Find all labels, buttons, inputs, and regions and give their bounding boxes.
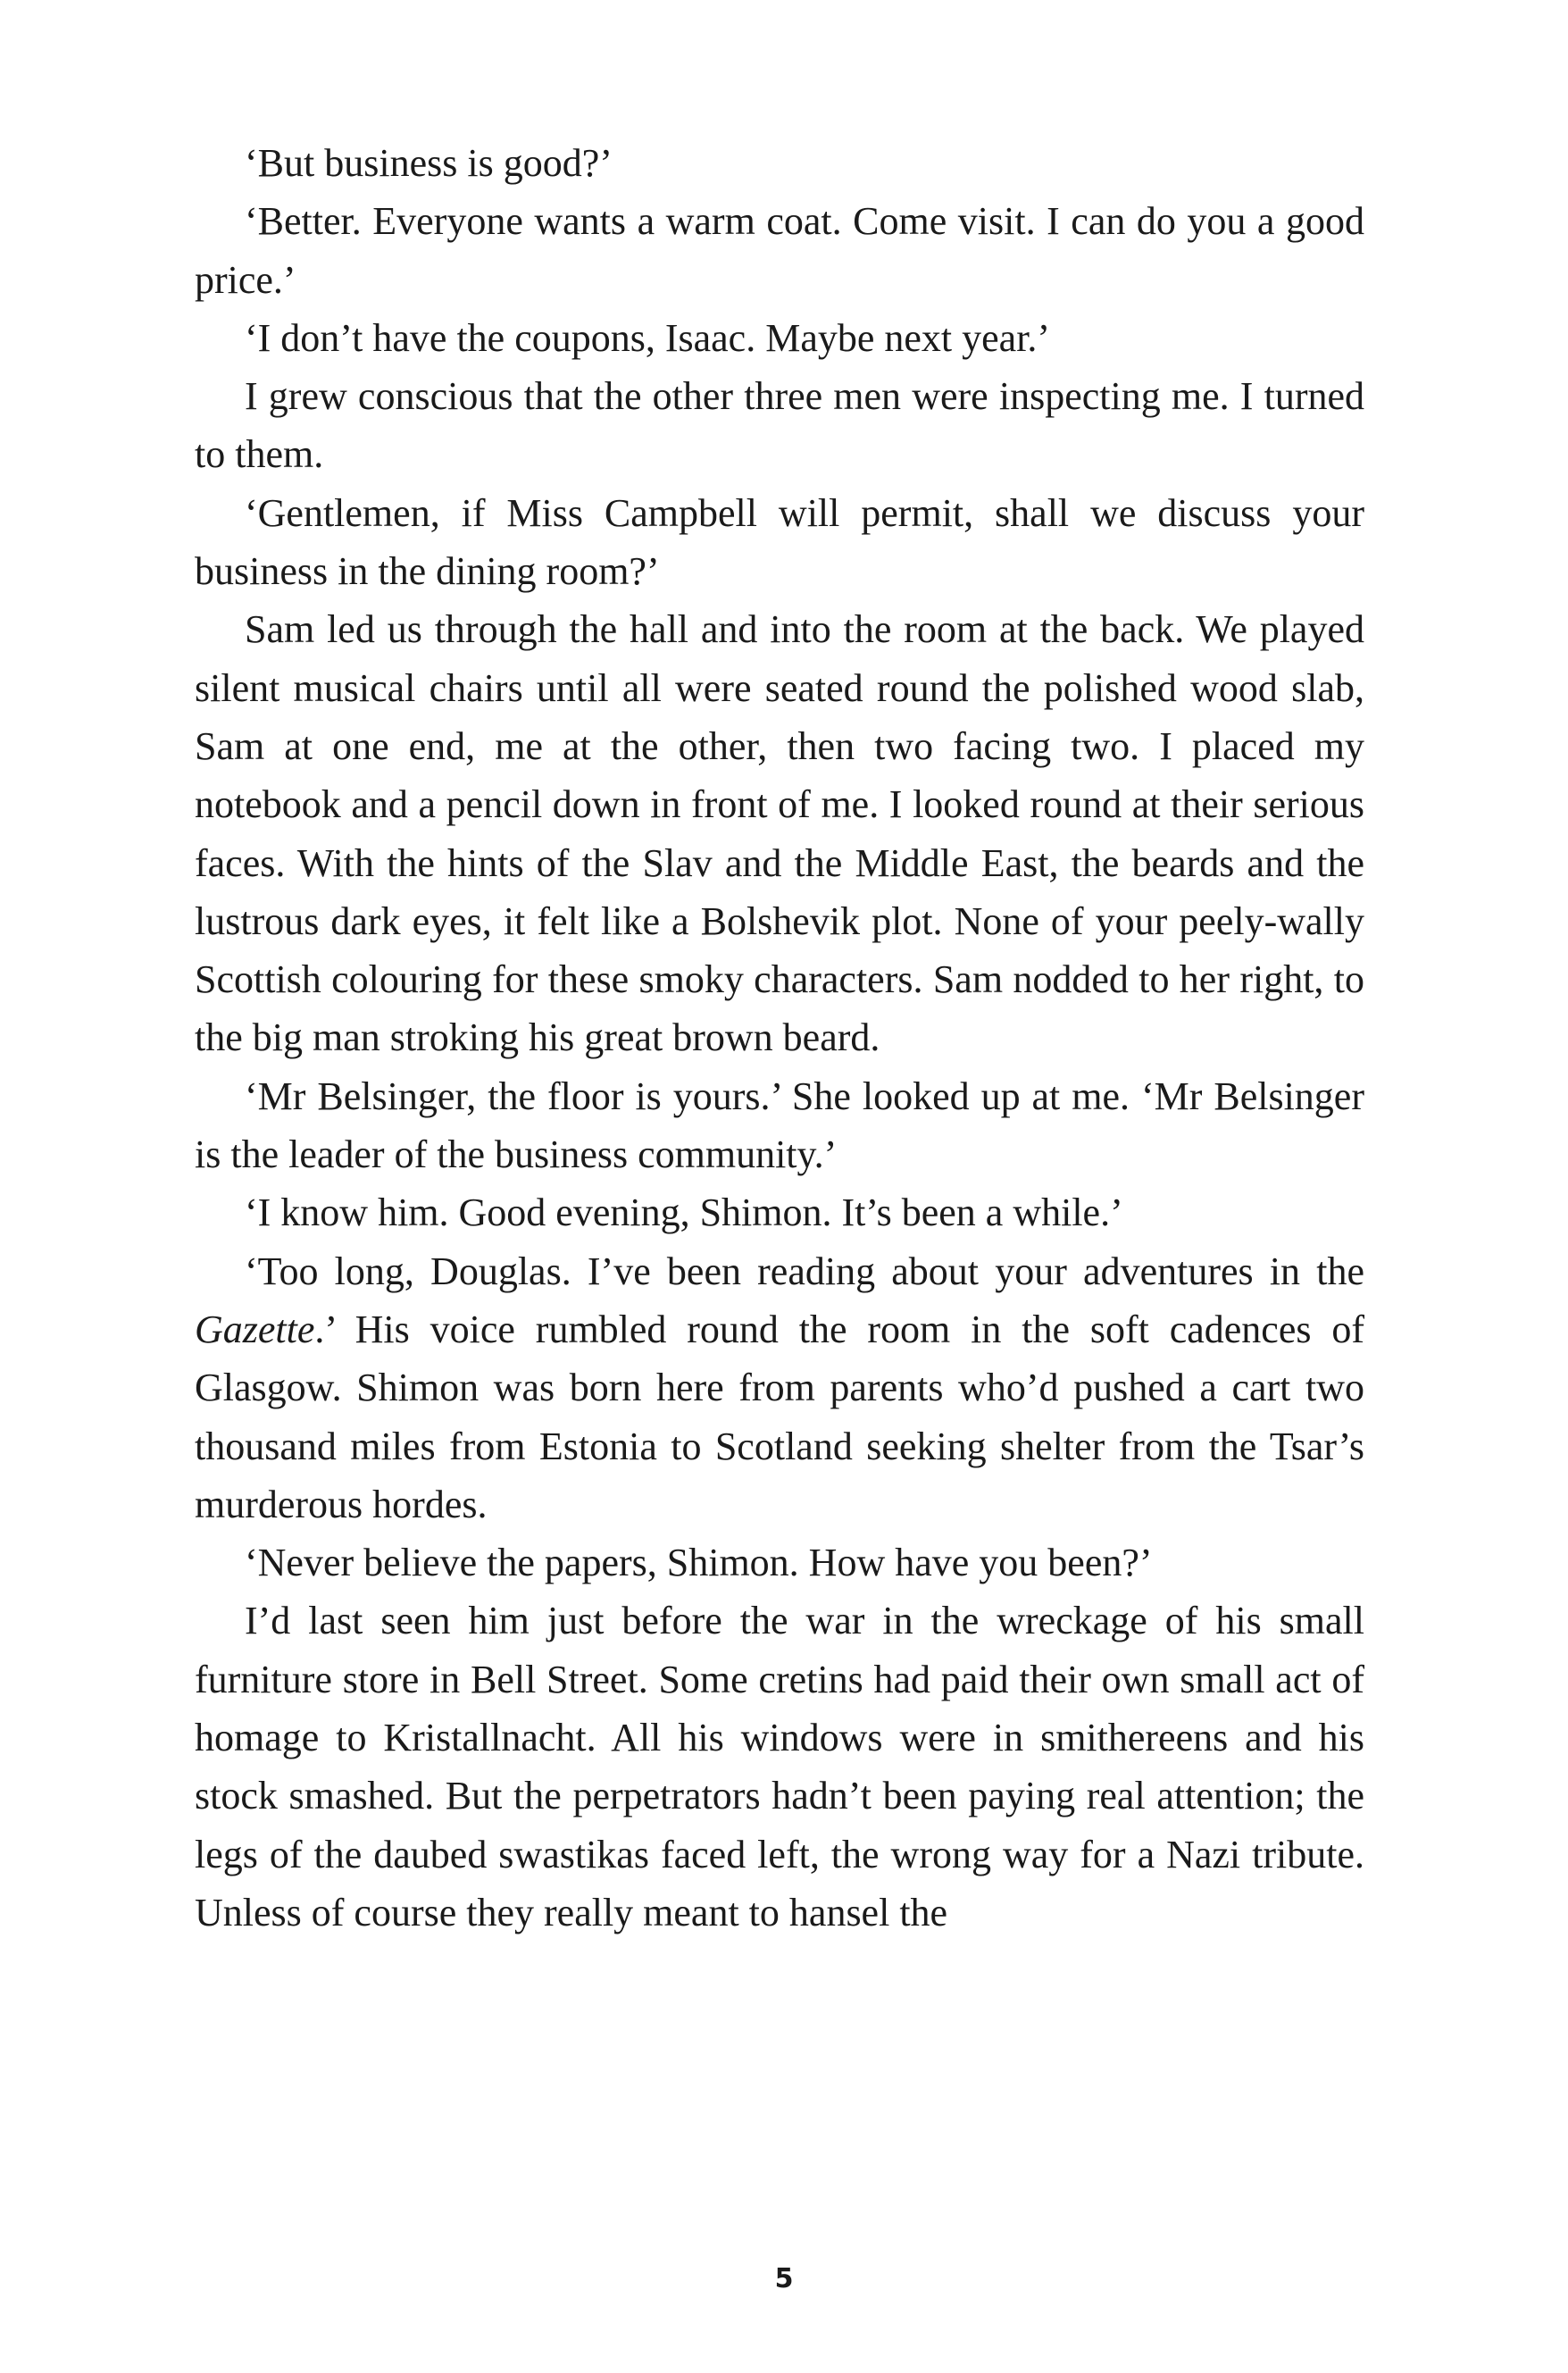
paragraph: ‘Better. Everyone wants a warm coat. Come visit. I can do you a good price.’ <box>195 199 1364 302</box>
page-number: 5 <box>774 2263 794 2294</box>
paragraph: ‘But business is good?’ <box>245 141 613 185</box>
paragraph: ‘Never believe the papers, Shimon. How have you been?’ <box>245 1541 1153 1585</box>
paragraph: Sam led us through the hall and into the room at the back. We played silent musical chairs until all were seated round the polished wood slab, Sam at one end, me at the other, then two facing two. I placed my notebook and a pencil down in front of me. I looked round at their serious faces. With the hints of the Slav and the Middle East, the beards and the lustrous dark eyes, it felt like a Bolshevik plot. None of your peely-wally Scottish colouring for these smoky characters. Sam nodded to her right, to the big man stroking his great brown beard. <box>195 607 1364 1060</box>
paragraph: ‘I don’t have the coupons, Isaac. Maybe next year.’ <box>245 315 1051 360</box>
body-text <box>195 134 1364 1942</box>
paragraph: ‘Too long, Douglas. I’ve been reading about your adventures in the Gazette.’ His voice rumbled round the room in the soft cadences of Glasgow. Shimon was born here from parents who’d pushed a cart two thousand miles from Estonia to Scotland seeking shelter from the Tsar’s murderous hordes. <box>195 1249 1364 1526</box>
italic-title: Gazette <box>195 1307 315 1351</box>
paragraph: ‘Mr Belsinger, the floor is yours.’ She looked up at me. ‘Mr Belsinger is the leader of the business community.’ <box>195 1074 1364 1177</box>
paragraph: ‘Gentlemen, if Miss Campbell will permit, shall we discuss your business in the dining room?’ <box>195 490 1364 594</box>
paragraph: I grew conscious that the other three men were inspecting me. I turned to them. <box>195 374 1364 477</box>
paragraph: I’d last seen him just before the war in the wreckage of his small furniture store in Bell Street. Some cretins had paid their own small act of homage to Kristallnacht. All his windows were in smithereens and his stock smashed. But the perpetrators hadn’t been paying real attention; the legs of the daubed swastikas faced left, the wrong way for a Nazi tribute. Unless of course they really meant to hansel the <box>195 1599 1364 1934</box>
paragraph: ‘I know him. Good evening, Shimon. It’s been a while.’ <box>245 1191 1123 1235</box>
